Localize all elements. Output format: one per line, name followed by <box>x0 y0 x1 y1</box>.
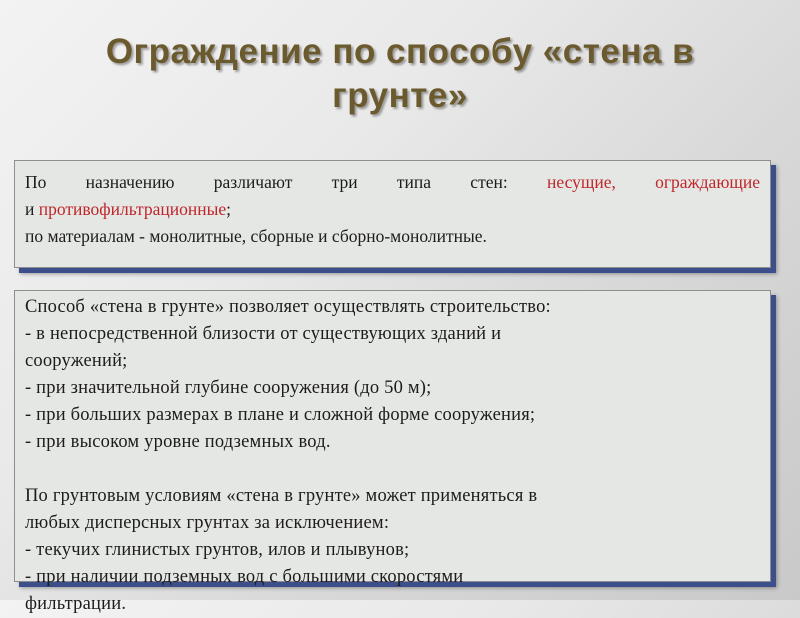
wall-types-line-2 <box>25 196 760 223</box>
method-line: - при значительной глубине сооружения (до 50 м); <box>25 378 432 398</box>
wall-types-line-1 <box>25 169 760 196</box>
slide-title-line-1: Ограждение по способу «стена в <box>105 32 695 71</box>
slide-title <box>40 30 760 118</box>
method-line: Способ «стена в грунте» позволяет осуществлять строительство: <box>25 297 551 317</box>
method-applicability-box <box>14 290 771 614</box>
method-line: сооружений; <box>25 351 128 371</box>
soil-line: - при наличии подземных вод с большими скоростями <box>25 567 464 587</box>
wall-types-text: и <box>25 199 39 219</box>
soil-line: фильтрации. <box>25 594 127 614</box>
method-line: - в непосредственной близости от существующих зданий и <box>25 324 502 344</box>
method-line: - при высоком уровне подземных вод. <box>25 432 331 452</box>
soil-line: По грунтовым условиям «стена в грунте» может применяться в <box>25 486 538 506</box>
wall-types-highlight: несущие, ограждающие <box>547 172 760 192</box>
soil-line: любых дисперсных грунтах за исключением: <box>25 513 390 533</box>
wall-types-highlight: противофильтрационные <box>38 199 227 219</box>
wall-types-box <box>14 160 771 268</box>
wall-materials-line: по материалам - монолитные, сборные и сборно-монолитные. <box>25 226 487 246</box>
wall-types-text: ; <box>226 199 232 219</box>
soil-line: - текучих глинистых грунтов, илов и плывунов; <box>25 540 410 560</box>
slide-title-line-2: грунте» <box>332 76 468 115</box>
method-line: - при больших размерах в плане и сложной форме сооружения; <box>25 405 536 425</box>
wall-types-text: По назначению различают три типа стен: <box>25 172 547 192</box>
paragraph-gap <box>25 456 760 483</box>
